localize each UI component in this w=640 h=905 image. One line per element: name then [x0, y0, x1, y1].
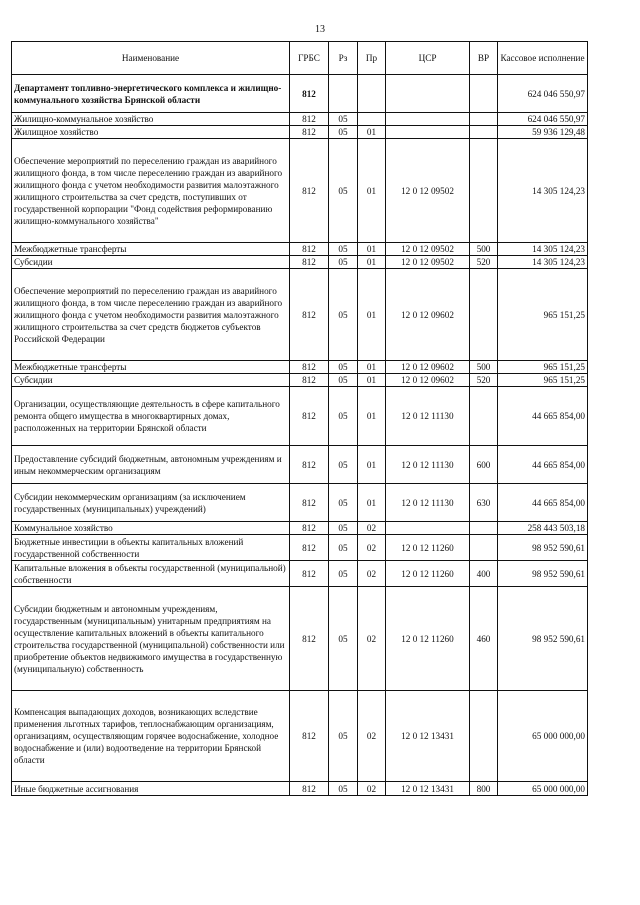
row-pr: 01	[358, 387, 386, 446]
row-name: Жилищное хозяйство	[12, 126, 290, 139]
row-vr	[470, 269, 498, 361]
row-rz: 05	[329, 484, 358, 522]
row-csr: 12 0 12 11130	[386, 446, 470, 484]
row-rz: 05	[329, 269, 358, 361]
table-row	[12, 126, 588, 139]
row-amount: 65 000 000,00	[498, 691, 588, 782]
row-name: Межбюджетные трансферты	[12, 361, 290, 374]
table-row	[12, 522, 588, 535]
row-csr: 12 0 12 13431	[386, 691, 470, 782]
row-name: Организации, осуществляющие деятельность в сфере капитального ремонта общего имущества в многоквартирных домах, расположенных на территории Брянской области	[12, 387, 290, 446]
row-pr: 02	[358, 691, 386, 782]
header-vr: ВР	[470, 42, 498, 75]
row-amount: 965 151,25	[498, 374, 588, 387]
row-amount: 624 046 550,97	[498, 75, 588, 113]
row-pr: 02	[358, 561, 386, 587]
row-rz: 05	[329, 374, 358, 387]
row-pr: 01	[358, 126, 386, 139]
row-csr	[386, 522, 470, 535]
row-amount: 65 000 000,00	[498, 782, 588, 796]
row-amount: 98 952 590,61	[498, 587, 588, 691]
row-grbs: 812	[290, 269, 329, 361]
row-csr: 12 0 12 09602	[386, 361, 470, 374]
row-amount: 59 936 129,48	[498, 126, 588, 139]
table-row	[12, 484, 588, 522]
row-name: Иные бюджетные ассигнования	[12, 782, 290, 796]
header-rz: Рз	[329, 42, 358, 75]
row-vr: 520	[470, 256, 498, 269]
row-name: Компенсация выпадающих доходов, возникающих вследствие применения льготных тарифов, теплоснабжающим организациям, организациям, осуществляющим горячее водоснабжение, холодное водоснабжение и (или) водоотведение на территории Брянской области	[12, 691, 290, 782]
header-csr: ЦСР	[386, 42, 470, 75]
row-rz: 05	[329, 446, 358, 484]
table-row	[12, 374, 588, 387]
row-amount: 965 151,25	[498, 361, 588, 374]
row-csr	[386, 113, 470, 126]
row-grbs: 812	[290, 75, 329, 113]
row-grbs: 812	[290, 782, 329, 796]
row-grbs: 812	[290, 139, 329, 243]
row-csr: 12 0 12 13431	[386, 782, 470, 796]
row-grbs: 812	[290, 522, 329, 535]
table-row	[12, 535, 588, 561]
table-row	[12, 446, 588, 484]
row-grbs: 812	[290, 587, 329, 691]
row-rz: 05	[329, 256, 358, 269]
table-row	[12, 782, 588, 796]
row-vr	[470, 387, 498, 446]
row-pr: 01	[358, 269, 386, 361]
row-name: Предоставление субсидий бюджетным, автономным учреждениям и иным некоммерческим организациям	[12, 446, 290, 484]
row-amount: 44 665 854,00	[498, 484, 588, 522]
row-vr	[470, 691, 498, 782]
row-grbs: 812	[290, 243, 329, 256]
row-vr	[470, 75, 498, 113]
header-amount: Кассовое исполнение	[498, 42, 588, 75]
header-pr: Пр	[358, 42, 386, 75]
row-grbs: 812	[290, 535, 329, 561]
row-pr: 01	[358, 374, 386, 387]
row-rz: 05	[329, 587, 358, 691]
row-amount: 98 952 590,61	[498, 535, 588, 561]
row-grbs: 812	[290, 387, 329, 446]
row-pr: 02	[358, 535, 386, 561]
row-csr: 12 0 12 09602	[386, 269, 470, 361]
row-rz	[329, 75, 358, 113]
table-row	[12, 269, 588, 361]
row-pr: 01	[358, 139, 386, 243]
row-grbs: 812	[290, 126, 329, 139]
row-csr: 12 0 12 09502	[386, 139, 470, 243]
row-pr: 02	[358, 587, 386, 691]
table-row	[12, 387, 588, 446]
row-name: Жилищно-коммунальное хозяйство	[12, 113, 290, 126]
row-csr: 12 0 12 09602	[386, 374, 470, 387]
row-grbs: 812	[290, 691, 329, 782]
row-grbs: 812	[290, 446, 329, 484]
row-name: Бюджетные инвестиции в объекты капитальных вложений государственной собственности	[12, 535, 290, 561]
row-pr	[358, 113, 386, 126]
header-name: Наименование	[12, 42, 290, 75]
table-row	[12, 587, 588, 691]
row-rz: 05	[329, 535, 358, 561]
row-vr	[470, 139, 498, 243]
row-vr: 400	[470, 561, 498, 587]
row-rz: 05	[329, 113, 358, 126]
row-vr	[470, 126, 498, 139]
row-pr: 02	[358, 782, 386, 796]
row-vr: 630	[470, 484, 498, 522]
header-grbs: ГРБС	[290, 42, 329, 75]
row-rz: 05	[329, 561, 358, 587]
table-row	[12, 243, 588, 256]
row-csr: 12 0 12 11130	[386, 387, 470, 446]
row-amount: 44 665 854,00	[498, 446, 588, 484]
row-vr: 500	[470, 361, 498, 374]
row-grbs: 812	[290, 361, 329, 374]
row-amount: 624 046 550,97	[498, 113, 588, 126]
row-amount: 14 305 124,23	[498, 139, 588, 243]
row-name: Субсидии	[12, 374, 290, 387]
row-vr	[470, 535, 498, 561]
row-name: Субсидии бюджетным и автономным учреждениям, государственным (муниципальным) унитарным предприятиям на осуществление капитальных вложений в объекты капитального строительства государственной (муниципальной) собственности или приобретение объектов недвижимого имущества в государственную (муниципальную) собственность	[12, 587, 290, 691]
row-name: Обеспечение мероприятий по переселению граждан из аварийного жилищного фонда, в том числе переселению граждан из аварийного жилищного фонда с учетом необходимости развития малоэтажного жилищного строительства за счет средств, поступивших от государственной корпорации "Фонд содействия реформированию жилищно-коммунального хозяйства"	[12, 139, 290, 243]
row-grbs: 812	[290, 256, 329, 269]
row-vr	[470, 522, 498, 535]
row-csr: 12 0 12 09502	[386, 256, 470, 269]
row-vr: 460	[470, 587, 498, 691]
row-vr: 800	[470, 782, 498, 796]
row-csr	[386, 75, 470, 113]
table-row	[12, 691, 588, 782]
row-pr: 01	[358, 243, 386, 256]
table-row	[12, 561, 588, 587]
row-vr: 600	[470, 446, 498, 484]
row-name: Субсидии	[12, 256, 290, 269]
page-number: 13	[315, 24, 325, 35]
row-vr: 520	[470, 374, 498, 387]
row-name: Департамент топливно-энергетического комплекса и жилищно-коммунального хозяйства Брянской области	[12, 75, 290, 113]
row-rz: 05	[329, 782, 358, 796]
row-csr: 12 0 12 09502	[386, 243, 470, 256]
row-pr: 01	[358, 484, 386, 522]
row-rz: 05	[329, 361, 358, 374]
row-amount: 965 151,25	[498, 269, 588, 361]
row-rz: 05	[329, 126, 358, 139]
row-pr	[358, 75, 386, 113]
row-rz: 05	[329, 387, 358, 446]
table-row	[12, 361, 588, 374]
row-amount: 14 305 124,23	[498, 243, 588, 256]
table-row	[12, 113, 588, 126]
row-csr: 12 0 12 11260	[386, 561, 470, 587]
row-name: Обеспечение мероприятий по переселению граждан из аварийного жилищного фонда, в том числе переселению граждан из аварийного жилищного фонда с учетом необходимости развития малоэтажного жилищного строительства за счет средств бюджетов субъектов Российской Федерации	[12, 269, 290, 361]
table-row	[12, 256, 588, 269]
row-pr: 02	[358, 522, 386, 535]
row-grbs: 812	[290, 484, 329, 522]
row-csr	[386, 126, 470, 139]
row-csr: 12 0 12 11260	[386, 587, 470, 691]
row-rz: 05	[329, 139, 358, 243]
row-name: Межбюджетные трансферты	[12, 243, 290, 256]
table-row	[12, 139, 588, 243]
row-rz: 05	[329, 691, 358, 782]
row-amount: 44 665 854,00	[498, 387, 588, 446]
row-pr: 01	[358, 361, 386, 374]
row-amount: 258 443 503,18	[498, 522, 588, 535]
row-amount: 14 305 124,23	[498, 256, 588, 269]
row-rz: 05	[329, 243, 358, 256]
row-grbs: 812	[290, 561, 329, 587]
row-csr: 12 0 12 11260	[386, 535, 470, 561]
row-grbs: 812	[290, 113, 329, 126]
row-vr: 500	[470, 243, 498, 256]
row-name: Коммунальное хозяйство	[12, 522, 290, 535]
row-name: Субсидии некоммерческим организациям (за исключением государственных (муниципальных) учреждений)	[12, 484, 290, 522]
row-rz: 05	[329, 522, 358, 535]
row-csr: 12 0 12 11130	[386, 484, 470, 522]
row-pr: 01	[358, 256, 386, 269]
row-amount: 98 952 590,61	[498, 561, 588, 587]
row-grbs: 812	[290, 374, 329, 387]
row-vr	[470, 113, 498, 126]
row-name: Капитальные вложения в объекты государственной (муниципальной) собственности	[12, 561, 290, 587]
header-row	[12, 42, 588, 75]
row-pr: 01	[358, 446, 386, 484]
table-row	[12, 75, 588, 113]
budget-table	[11, 41, 588, 796]
